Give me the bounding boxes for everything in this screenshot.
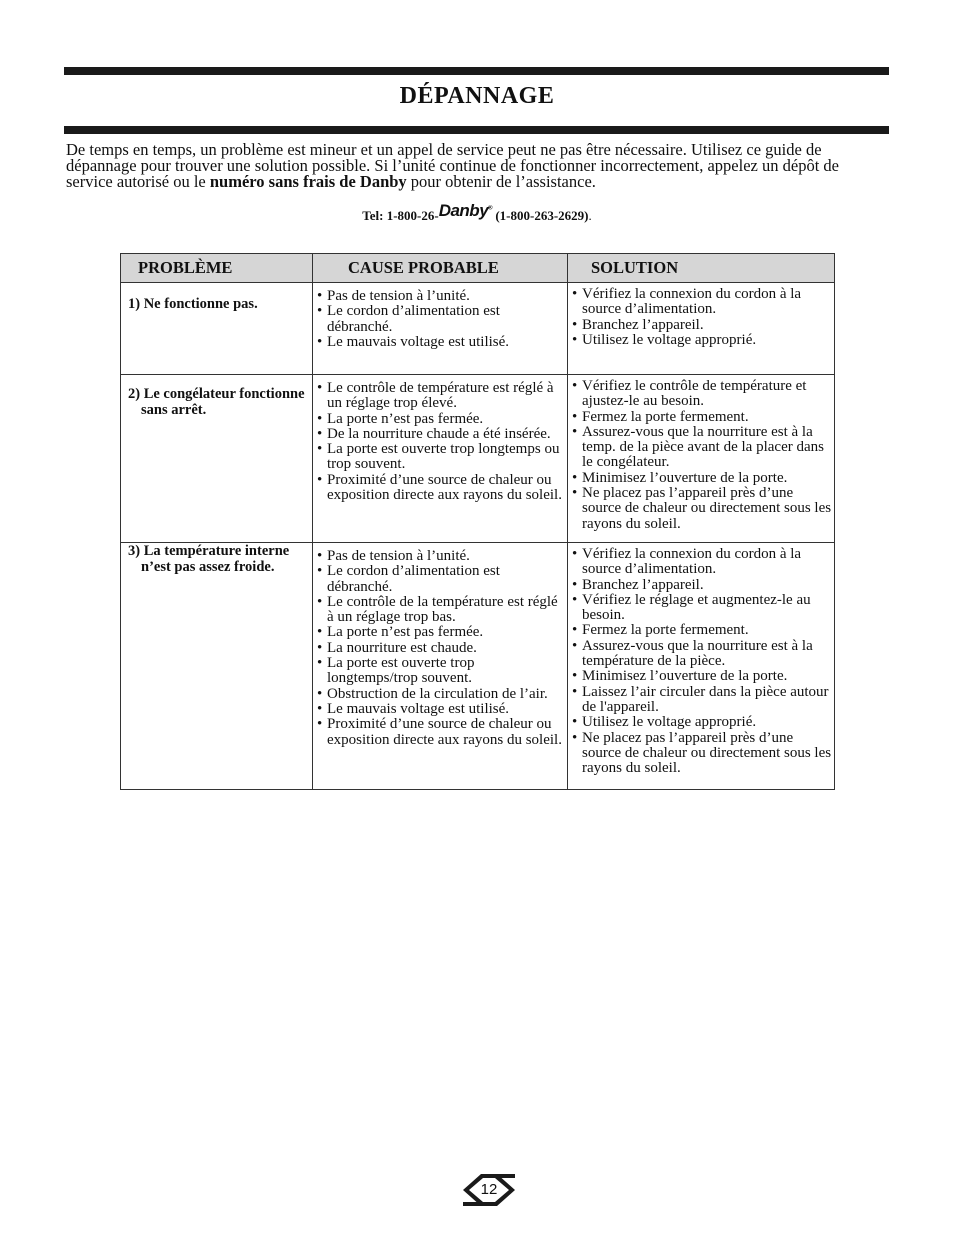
table-row xyxy=(121,543,835,790)
solution-item: • Vérifiez la connexion du cordon à la source d’alimentation. xyxy=(582,547,832,578)
cause-list xyxy=(313,283,567,350)
intro-text-2: pour obtenir de l’assistance. xyxy=(406,172,596,191)
intro-bold-phrase: numéro sans frais de Danby xyxy=(209,172,407,191)
cause-item: • La nourriture est chaude. xyxy=(327,641,565,656)
solution-item: • Utilisez le voltage approprié. xyxy=(582,715,832,730)
intro-paragraph xyxy=(66,142,886,190)
header-problem: PROBLÈME xyxy=(121,254,313,283)
solution-item: • Ne placez pas l’appareil près d’une source de chaleur ou directement sous les rayons du soleil. xyxy=(582,731,832,777)
problem-label: 1) Ne fonctionne pas. xyxy=(128,296,258,312)
cause-item: • Pas de tension à l’unité. xyxy=(327,289,565,304)
table-row xyxy=(121,375,835,543)
cause-item: • La porte n’est pas fermée. xyxy=(327,625,565,640)
solution-item: • Utilisez le voltage approprié. xyxy=(582,333,832,348)
cause-item: • Proximité d’une source de chaleur ou exposition directe aux rayons du soleil. xyxy=(327,473,565,504)
solution-item: • Minimisez l’ouverture de la porte. xyxy=(582,471,832,486)
cause-item: • La porte n’est pas fermée. xyxy=(327,412,565,427)
solution-list xyxy=(568,543,834,776)
intro-text-1: De temps en temps, un problème est mineur et un appel de service peut ne pas être nécessaire. Utilisez ce guide de dépannage pour trouver une solution possible. Si l’unité continue de fonctionner incorrectement, appelez un dépôt de service autorisé ou le xyxy=(66,140,839,191)
cause-item: • Proximité d’une source de chaleur ou exposition directe aux rayons du soleil. xyxy=(327,717,565,748)
solution-list xyxy=(568,283,834,348)
solution-item: • Assurez-vous que la nourriture est à la temp. de la pièce avant de la placer dans le congélateur. xyxy=(582,425,832,471)
tel-suffix: . xyxy=(588,208,592,223)
cause-list xyxy=(313,375,567,503)
problem-label: 2) Le congélateur fonctionne sans arrêt. xyxy=(128,386,305,418)
solution-item: • Laissez l’air circuler dans la pièce autour de l'appareil. xyxy=(582,685,832,716)
registered-mark: ® xyxy=(488,205,493,212)
cause-item: • Pas de tension à l’unité. xyxy=(327,549,565,564)
danby-logo-text: Danby xyxy=(438,201,489,220)
page-number-badge xyxy=(459,1170,519,1210)
table-header-row xyxy=(121,254,835,283)
solution-item: • Vérifiez le réglage et augmentez-le au besoin. xyxy=(582,593,832,624)
header-cause: CAUSE PROBABLE xyxy=(313,254,568,283)
cause-item: • La porte est ouverte trop longtemps/trop souvent. xyxy=(327,656,565,687)
danby-logo xyxy=(439,201,492,221)
cause-item: • Le contrôle de la température est réglé à un réglage trop bas. xyxy=(327,595,565,626)
page-title: DÉPANNAGE xyxy=(399,83,555,109)
cause-item: • La porte est ouverte trop longtemps ou trop souvent. xyxy=(327,442,565,473)
cause-item: • Le contrôle de température est réglé à un réglage trop élevé. xyxy=(327,381,565,412)
page-number: 12 xyxy=(480,1181,498,1198)
cause-item: • De la nourriture chaude a été insérée. xyxy=(327,427,565,442)
solution-item: • Branchez l’appareil. xyxy=(582,318,832,333)
solution-item: • Vérifiez la connexion du cordon à la source d’alimentation. xyxy=(582,287,832,318)
cause-cell xyxy=(313,543,568,790)
solution-item: • Ne placez pas l’appareil près d’une source de chaleur ou directement sous les rayons du soleil. xyxy=(582,486,832,532)
problem-cell xyxy=(121,543,313,790)
cause-item: • Obstruction de la circulation de l’air. xyxy=(327,687,565,702)
solution-cell xyxy=(568,543,835,790)
top-rule xyxy=(64,67,889,75)
solution-item: • Assurez-vous que la nourriture est à la température de la pièce. xyxy=(582,639,832,670)
cause-item: • Le cordon d’alimentation est débranché. xyxy=(327,564,565,595)
solution-item: • Minimisez l’ouverture de la porte. xyxy=(582,669,832,684)
solution-list xyxy=(568,375,834,532)
problem-cell xyxy=(121,375,313,543)
solution-cell xyxy=(568,283,835,375)
table-row xyxy=(121,283,835,375)
telephone-line xyxy=(0,201,954,225)
cause-item: • Le mauvais voltage est utilisé. xyxy=(327,335,565,350)
header-solution: SOLUTION xyxy=(568,254,835,283)
solution-item: • Fermez la porte fermement. xyxy=(582,410,832,425)
solution-item: • Vérifiez le contrôle de température et ajustez-le au besoin. xyxy=(582,379,832,410)
solution-item: • Branchez l’appareil. xyxy=(582,578,832,593)
cause-cell xyxy=(313,283,568,375)
problem-label: 3) La température interne n’est pas assez froide. xyxy=(128,543,290,575)
cause-item: • Le cordon d’alimentation est débranché. xyxy=(327,304,565,335)
title-underline-rule xyxy=(64,126,889,134)
cause-item: • Le mauvais voltage est utilisé. xyxy=(327,702,565,717)
tel-number: (1-800-263-2629) xyxy=(495,208,589,223)
tel-prefix: Tel: 1-800-26- xyxy=(362,208,439,223)
troubleshooting-table xyxy=(120,253,835,790)
problem-cell xyxy=(121,283,313,375)
solution-item: • Fermez la porte fermement. xyxy=(582,623,832,638)
cause-cell xyxy=(313,375,568,543)
cause-list xyxy=(313,543,567,748)
solution-cell xyxy=(568,375,835,543)
